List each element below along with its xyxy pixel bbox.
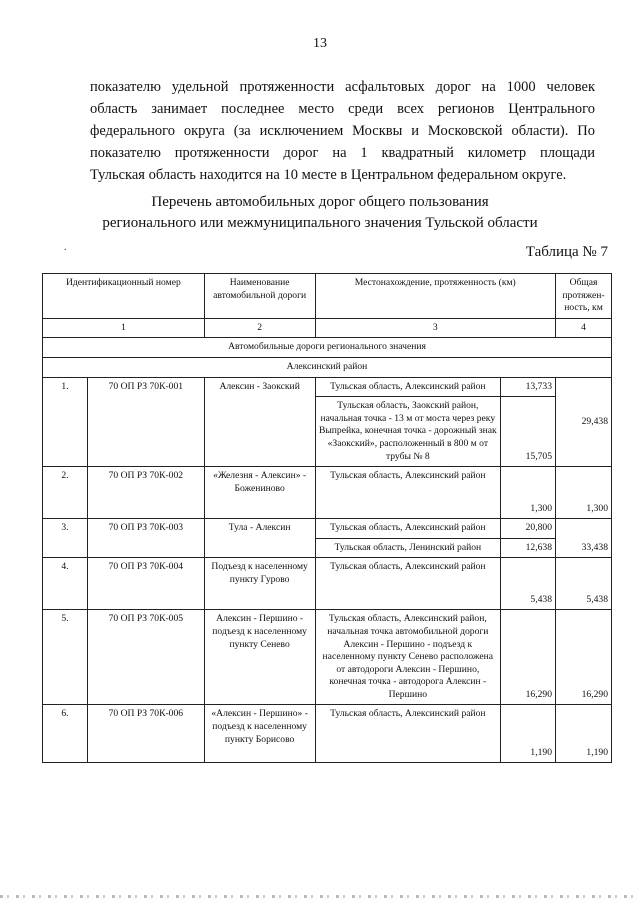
col-number: 2 [204, 318, 315, 338]
header-name: Наименование автомобильной дороги [204, 274, 315, 319]
header-id: Идентификационный номер [43, 274, 205, 319]
road-id: 70 ОП РЗ 70К-003 [87, 519, 204, 558]
row-number: 1. [43, 377, 88, 467]
road-name: «Железня - Алексин» - Божениново [204, 467, 315, 519]
table-row [43, 558, 612, 610]
road-name: Подъезд к населенному пункту Гурово [204, 558, 315, 610]
table-row [43, 467, 612, 519]
paragraph-line: Тульская область находится на 10 месте в Центральном федеральном округе. [90, 167, 567, 183]
stray-dot: . [64, 242, 67, 253]
column-number-row [43, 318, 612, 338]
segment-km: 5,438 [501, 558, 556, 610]
paragraph-line: область занимает последнее место среди всех регионов Центрального [90, 101, 595, 117]
road-total: 1,300 [556, 467, 612, 519]
segment-km: 20,800 [501, 519, 556, 539]
heading-line-2: регионального или межмуниципального значения Тульской области [102, 215, 538, 231]
col-number: 1 [43, 318, 205, 338]
segment-km: 13,733 [501, 377, 556, 397]
section-row [43, 338, 612, 358]
table-label: Таблица № 7 [525, 244, 608, 260]
body-paragraph [90, 76, 595, 186]
col-number: 4 [556, 318, 612, 338]
segment-location: Тульская область, Ленинский район [315, 538, 501, 558]
road-id: 70 ОП РЗ 70К-005 [87, 610, 204, 705]
road-id: 70 ОП РЗ 70К-001 [87, 377, 204, 467]
header-total: Общая протяжен-ность, км [556, 274, 612, 319]
row-number: 2. [43, 467, 88, 519]
section-title: Автомобильные дороги регионального значения [43, 338, 612, 358]
segment-location: Тульская область, Алексинский район [315, 705, 501, 763]
scan-noise-strip [0, 895, 640, 898]
road-total: 33,438 [556, 519, 612, 558]
table-row [43, 377, 612, 397]
district-row [43, 357, 612, 377]
road-total: 29,438 [556, 377, 612, 467]
segment-km: 15,705 [501, 397, 556, 467]
segment-km: 1,190 [501, 705, 556, 763]
segment-km: 1,300 [501, 467, 556, 519]
road-id: 70 ОП РЗ 70К-004 [87, 558, 204, 610]
road-total: 5,438 [556, 558, 612, 610]
table-header-row [43, 274, 612, 319]
segment-location: Тульская область, Заокский район, начальная точка - 13 м от моста через реку Выпрейка, конечная точка - дорожный знак «Заокский», расположенный в 800 м от трубы № 8 [315, 397, 501, 467]
table-row [43, 610, 612, 705]
road-id: 70 ОП РЗ 70К-002 [87, 467, 204, 519]
header-location: Местонахождение, протяженность (км) [315, 274, 555, 319]
road-id: 70 ОП РЗ 70К-006 [87, 705, 204, 763]
segment-location: Тульская область, Алексинский район [315, 377, 501, 397]
row-number: 5. [43, 610, 88, 705]
road-name: Тула - Алексин [204, 519, 315, 558]
heading-line-1: Перечень автомобильных дорог общего пользования [151, 194, 489, 210]
segment-location: Тульская область, Алексинский район [315, 558, 501, 610]
segment-location: Тульская область, Алексинский район [315, 519, 501, 539]
page-number: 13 [313, 36, 327, 51]
table-row [43, 705, 612, 763]
col-number: 3 [315, 318, 555, 338]
row-number: 6. [43, 705, 88, 763]
road-name: Алексин - Заокский [204, 377, 315, 467]
roads-table [42, 273, 612, 763]
segment-km: 16,290 [501, 610, 556, 705]
table-row [43, 519, 612, 539]
district-title: Алексинский район [43, 357, 612, 377]
row-number: 3. [43, 519, 88, 558]
row-number: 4. [43, 558, 88, 610]
segment-location: Тульская область, Алексинский район [315, 467, 501, 519]
paragraph-line: показателю удельной протяженности асфальтовых дорог на 1000 человек [90, 79, 595, 95]
road-name: «Алексин - Першино» - подъезд к населенному пункту Борисово [204, 705, 315, 763]
section-heading [0, 192, 640, 234]
paragraph-line: показателю протяженности дорог на 1 квадратный километр площади [90, 145, 595, 161]
paragraph-line: федерального округа (за исключением Москвы и Московской области). По [90, 123, 595, 139]
segment-location: Тульская область, Алексинский район, начальная точка автомобильной дороги Алексин - Першино - подъезд к населенному пункту Сенево расположена от автодороги Алексин - Першино, конечная точка - автодорога Алексин - Першино [315, 610, 501, 705]
segment-km: 12,638 [501, 538, 556, 558]
road-total: 1,190 [556, 705, 612, 763]
road-name: Алексин - Першино - подъезд к населенному пункту Сенево [204, 610, 315, 705]
road-total: 16,290 [556, 610, 612, 705]
